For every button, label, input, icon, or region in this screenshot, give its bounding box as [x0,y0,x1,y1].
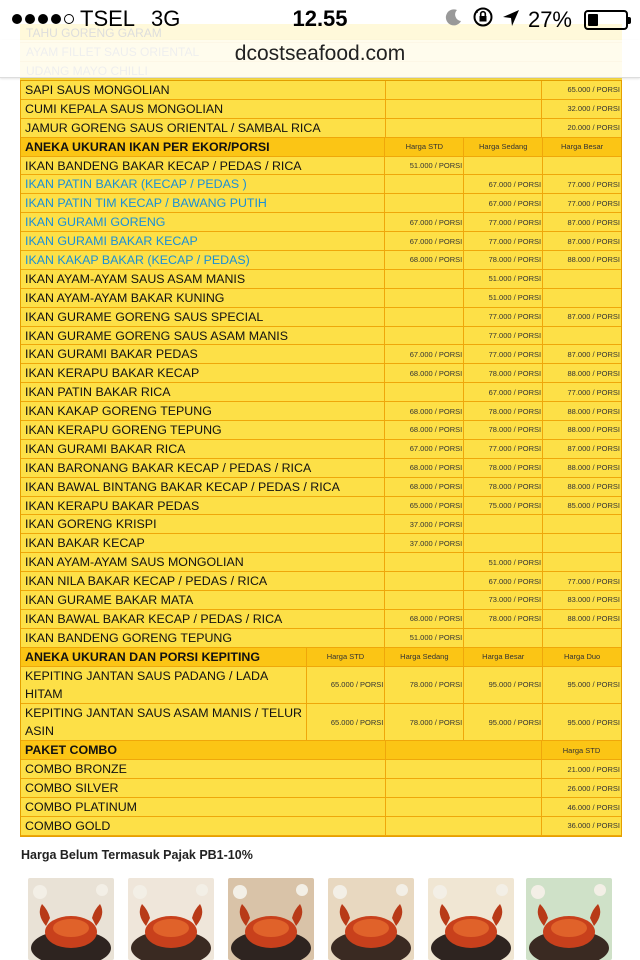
price-cell [385,327,464,345]
price-cell: 78.000 / PORSI [385,704,464,740]
price-cell: 78.000 / PORSI [464,459,543,477]
price-cell: 77.000 / PORSI [464,232,543,250]
price-cell [464,629,543,647]
price-cell: 21.000 / PORSI [567,764,620,774]
menu-item-name: KEPITING JANTAN SAUS ASAM MANIS / TELUR ASIN [21,704,307,740]
empty-cell [386,798,542,816]
price-cell [385,175,464,193]
price-cell: 67.000 / PORSI [385,440,464,458]
section-header-row [21,138,621,157]
menu-item-name: IKAN GORENG KRISPI [21,515,385,533]
menu-item-name: COMBO BRONZE [21,760,386,778]
carrier-label: TSEL [80,6,136,31]
price-cell: 77.000 / PORSI [567,198,621,208]
price-cell: 51.000 / PORSI [385,157,464,175]
price-cell: 65.000 / PORSI [307,667,386,703]
menu-item-name: KEPITING JANTAN SAUS PADANG / LADA HITAM [21,667,307,703]
status-bar [0,0,640,40]
menu-row [21,459,621,478]
price-cell: 78.000 / PORSI [464,364,543,382]
price-cell: 65.000 / PORSI [385,497,464,515]
price-cell: 68.000 / PORSI [385,251,464,269]
menu-row [21,534,621,553]
menu-row [21,798,621,817]
column-header: Harga Duo [563,652,601,662]
price-cell: 68.000 / PORSI [385,610,464,628]
menu-item-name: IKAN GURAME BAKAR MATA [21,591,385,609]
menu-item-name: COMBO PLATINUM [21,798,386,816]
menu-row [21,194,621,213]
location-arrow-icon [502,7,520,33]
crab-dish-photo-6[interactable] [526,878,612,960]
price-cell: 32.000 / PORSI [567,104,620,114]
menu-item-name: IKAN NILA BAKAR KECAP / PEDAS / RICA [21,572,385,590]
price-cell: 77.000 / PORSI [567,179,621,189]
price-cell: 67.000 / PORSI [464,572,543,590]
crab-dish-photo-3[interactable] [228,878,314,960]
menu-item-name: IKAN BAKAR KECAP [21,534,385,552]
menu-item-name: COMBO GOLD [21,817,386,835]
price-cell [464,515,543,533]
menu-item-name: IKAN GURAME GORENG SAUS ASAM MANIS [21,327,385,345]
empty-cell [386,741,542,759]
menu-row [21,402,621,421]
menu-row [21,817,621,836]
menu-item-name: IKAN GURAME GORENG SAUS SPECIAL [21,308,385,326]
price-cell: 37.000 / PORSI [385,515,464,533]
price-cell: 88.000 / PORSI [567,425,621,435]
price-cell [543,629,621,647]
price-cell: 20.000 / PORSI [567,123,620,133]
section-header-row [21,741,621,760]
price-cell: 68.000 / PORSI [385,478,464,496]
price-cell: 46.000 / PORSI [567,802,620,812]
url-text[interactable]: dcostseafood.com [234,42,406,65]
price-cell: 68.000 / PORSI [385,364,464,382]
price-cell: 87.000 / PORSI [567,444,621,454]
empty-cell [386,100,542,118]
price-cell: 51.000 / PORSI [464,289,543,307]
menu-row [21,478,621,497]
price-cell: 68.000 / PORSI [385,421,464,439]
price-cell: 67.000 / PORSI [464,383,543,401]
price-cell: 73.000 / PORSI [464,591,543,609]
section-title: PAKET COMBO [21,741,386,759]
menu-item-name: IKAN KERAPU BAKAR PEDAS [21,497,385,515]
price-cell: 78.000 / PORSI [464,478,543,496]
menu-price-table [20,80,622,837]
price-cell: 77.000 / PORSI [567,387,621,397]
menu-item-name: IKAN KERAPU GORENG TEPUNG [21,421,385,439]
menu-row [21,81,621,100]
menu-row [21,364,621,383]
menu-row [21,251,621,270]
price-cell: 95.000 / PORSI [567,680,621,690]
menu-item-name: IKAN GURAMI BAKAR PEDAS [21,345,385,363]
moon-icon [444,7,464,33]
price-cell: 37.000 / PORSI [385,534,464,552]
price-cell: 51.000 / PORSI [464,553,543,571]
menu-row [21,213,621,232]
menu-item-name: IKAN BANDENG GORENG TEPUNG [21,629,385,647]
empty-cell [386,81,542,99]
menu-row [21,779,621,798]
price-cell: 78.000 / PORSI [464,402,543,420]
price-cell: 95.000 / PORSI [567,717,621,727]
menu-item-name: IKAN AYAM-AYAM BAKAR KUNING [21,289,385,307]
price-cell: 77.000 / PORSI [464,440,543,458]
price-cell [543,270,621,288]
price-cell: 88.000 / PORSI [567,463,621,473]
price-cell: 67.000 / PORSI [464,175,543,193]
menu-item-link[interactable]: IKAN GURAMI BAKAR KECAP [21,232,385,250]
menu-row [21,553,621,572]
menu-item-name: IKAN BAWAL BAKAR KECAP / PEDAS / RICA [21,610,385,628]
menu-item-name: IKAN BARONANG BAKAR KECAP / PEDAS / RICA [21,459,385,477]
clock: 12.55 [292,6,348,31]
menu-row [21,175,621,194]
empty-cell [386,119,542,137]
price-cell [385,383,464,401]
price-cell [385,553,464,571]
price-cell: 88.000 / PORSI [567,406,621,416]
menu-item-name: IKAN KAKAP GORENG TEPUNG [21,402,385,420]
price-cell [385,572,464,590]
section-header-row [21,648,621,667]
menu-row [21,572,621,591]
section-title: ANEKA UKURAN DAN PORSI KEPITING [21,648,307,666]
price-cell: 65.000 / PORSI [567,85,620,95]
menu-row [21,610,621,629]
price-cell: 87.000 / PORSI [567,349,621,359]
price-cell: 88.000 / PORSI [567,614,621,624]
battery-percent: 27% [527,7,572,32]
price-cell: 51.000 / PORSI [464,270,543,288]
price-cell: 78.000 / PORSI [464,251,543,269]
menu-row [21,515,621,534]
price-cell: 87.000 / PORSI [567,236,621,246]
menu-row [21,497,621,516]
price-cell: 67.000 / PORSI [385,232,464,250]
empty-cell [386,817,542,835]
menu-row [21,270,621,289]
price-cell: 36.000 / PORSI [567,821,620,831]
price-cell [385,308,464,326]
menu-row [21,421,621,440]
menu-item-name: SAPI SAUS MONGOLIAN [21,81,386,99]
menu-item-name: IKAN GURAMI BAKAR RICA [21,440,385,458]
price-cell: 77.000 / PORSI [464,345,543,363]
crab-dish-photo-5[interactable] [428,878,514,960]
menu-row [21,345,621,364]
column-header: Harga Sedang [464,138,543,156]
menu-item-name: CUMI KEPALA SAUS MONGOLIAN [21,100,386,118]
column-header: Harga STD [307,648,386,666]
price-cell: 77.000 / PORSI [567,576,621,586]
menu-row [21,440,621,459]
menu-item-name: IKAN PATIN BAKAR RICA [21,383,385,401]
price-cell: 95.000 / PORSI [464,704,543,740]
rotation-lock-icon [472,6,494,34]
price-cell [464,157,543,175]
menu-row [21,308,621,327]
price-cell [543,515,621,533]
menu-row [21,119,621,138]
price-cell: 77.000 / PORSI [464,327,543,345]
crab-dish-photo-4[interactable] [328,878,414,960]
price-cell: 67.000 / PORSI [385,345,464,363]
menu-item-link[interactable]: IKAN KAKAP BAKAR (KECAP / PEDAS) [21,251,385,269]
menu-row [21,100,621,119]
menu-row [21,760,621,779]
menu-row [21,289,621,308]
menu-row [21,667,621,704]
price-cell [543,289,621,307]
menu-item-name: IKAN BANDENG BAKAR KECAP / PEDAS / RICA [21,157,385,175]
empty-cell [386,779,542,797]
price-cell [385,591,464,609]
price-cell: 67.000 / PORSI [464,194,543,212]
price-cell: 65.000 / PORSI [307,704,386,740]
menu-item-name: IKAN BAWAL BINTANG BAKAR KECAP / PEDAS / RICA [21,478,385,496]
menu-item-name: IKAN KERAPU BAKAR KECAP [21,364,385,382]
menu-item-name: IKAN AYAM-AYAM SAUS MONGOLIAN [21,553,385,571]
price-cell: 68.000 / PORSI [385,402,464,420]
menu-row [21,383,621,402]
price-cell: 78.000 / PORSI [464,421,543,439]
price-cell: 26.000 / PORSI [567,783,620,793]
column-header: Harga STD [562,745,601,755]
price-cell: 88.000 / PORSI [567,368,621,378]
menu-row [21,629,621,648]
photo-gallery [28,878,614,960]
price-cell: 95.000 / PORSI [464,667,543,703]
menu-item-link[interactable]: IKAN GURAMI GORENG [21,213,385,231]
url-bar[interactable] [0,40,640,78]
menu-item-name: COMBO SILVER [21,779,386,797]
crab-dish-photo-1[interactable] [28,878,114,960]
price-cell: 68.000 / PORSI [385,459,464,477]
price-cell [543,327,621,345]
price-cell [385,289,464,307]
price-cell: 67.000 / PORSI [385,213,464,231]
price-cell [543,534,621,552]
price-cell: 83.000 / PORSI [567,595,621,605]
menu-row [21,591,621,610]
price-cell [385,270,464,288]
price-cell: 78.000 / PORSI [385,667,464,703]
price-cell: 75.000 / PORSI [464,497,543,515]
column-header: Harga Sedang [385,648,464,666]
price-cell: 87.000 / PORSI [567,217,621,227]
price-cell [464,534,543,552]
price-cell: 87.000 / PORSI [567,312,621,322]
price-cell: 77.000 / PORSI [464,213,543,231]
crab-dish-photo-2[interactable] [128,878,214,960]
price-cell [543,553,621,571]
menu-item-name: IKAN AYAM-AYAM SAUS ASAM MANIS [21,270,385,288]
menu-row [21,232,621,251]
network-label: 3G [151,6,181,31]
tax-note: Harga Belum Termasuk Pajak PB1-10% [21,848,253,862]
column-header: Harga Besar [464,648,543,666]
price-cell: 78.000 / PORSI [464,610,543,628]
price-cell [543,157,621,175]
menu-item-name: JAMUR GORENG SAUS ORIENTAL / SAMBAL RICA [21,119,386,137]
menu-row [21,327,621,346]
price-cell [385,194,464,212]
section-title: ANEKA UKURAN IKAN PER EKOR/PORSI [21,138,385,156]
price-cell: 88.000 / PORSI [567,255,621,265]
menu-item-link[interactable]: IKAN PATIN TIM KECAP / BAWANG PUTIH [21,194,385,212]
column-header: Harga Besar [561,142,604,152]
price-cell: 88.000 / PORSI [567,482,621,492]
price-cell: 77.000 / PORSI [464,308,543,326]
price-cell: 51.000 / PORSI [385,629,464,647]
battery-icon [584,10,628,30]
empty-cell [386,760,542,778]
price-cell: 85.000 / PORSI [567,501,621,511]
menu-row [21,704,621,741]
menu-item-link[interactable]: IKAN PATIN BAKAR (KECAP / PEDAS ) [21,175,385,193]
menu-row [21,157,621,176]
column-header: Harga STD [385,138,464,156]
